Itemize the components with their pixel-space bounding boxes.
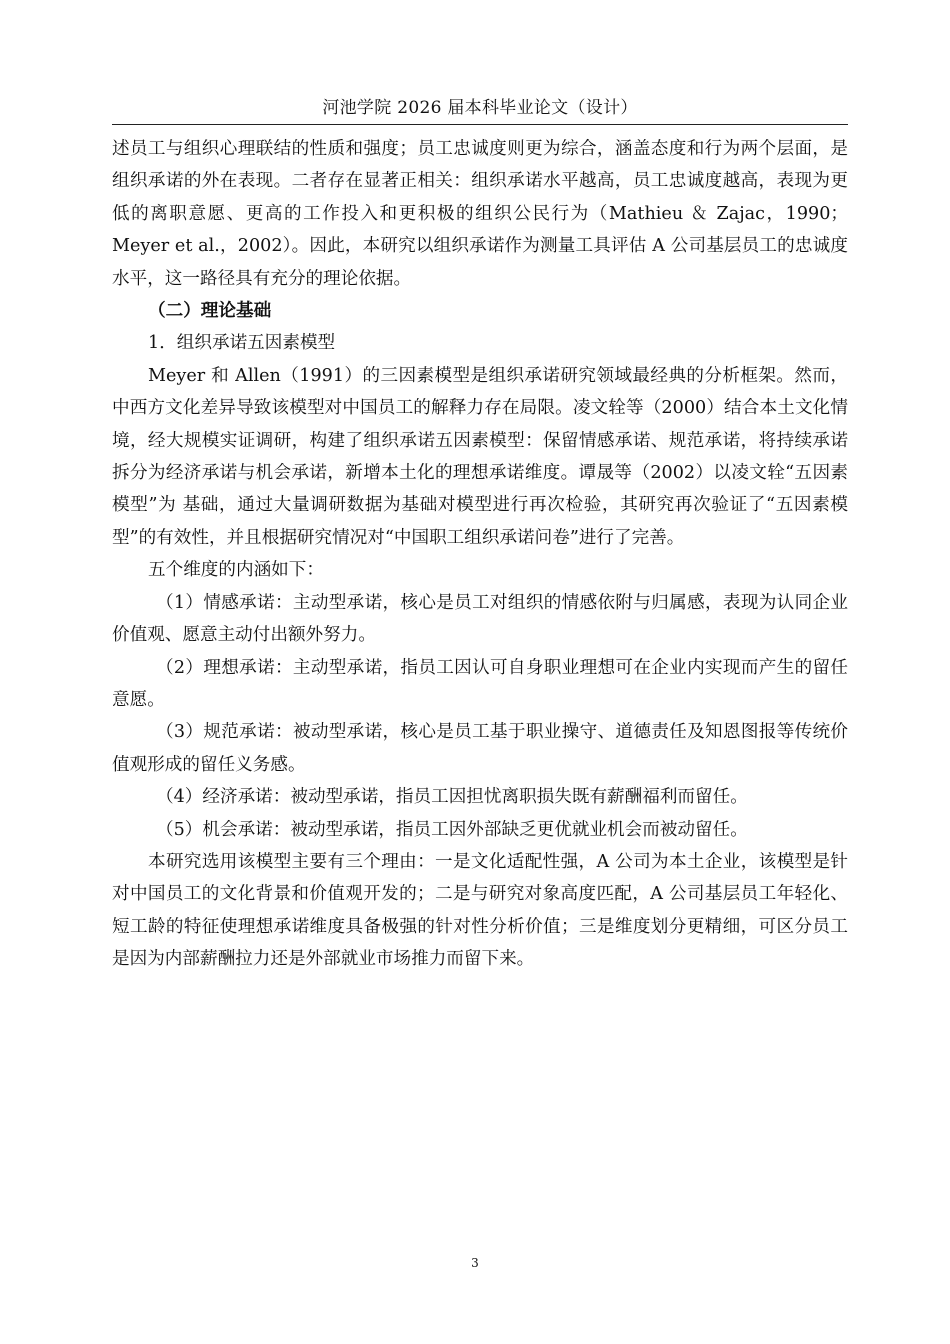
dimension-item: （3）规范承诺：被动型承诺，核心是员工基于职业操守、道德责任及知恩图报等传统价值观形成的留任义务感。 — [112, 722, 848, 775]
subsection-heading: 1．组织承诺五因素模型 — [148, 333, 336, 354]
paragraph-reasons: 本研究选用该模型主要有三个理由：一是文化适配性强，A 公司为本土企业，该模型是针对中国员工的文化背景和价值观开发的；二是与研究对象高度匹配，A 公司基层员工年轻化、短工龄的特征使理想承诺维度具备极强的针对性分析价值；三是维度划分更精细，可区分员工是因为内部薪酬拉力还是外部就业市场推力而留下来。 — [112, 851, 848, 970]
section-heading: （二）理论基础 — [148, 300, 272, 322]
paragraph-continuation: 述员工与组织心理联结的性质和强度；员工忠诚度则更为综合，涵盖态度和行为两个层面，是组织承诺的外在表现。二者存在显著正相关：组织承诺水平越高，员工忠诚度越高，表现为更低的离职意愿、更高的工作投入和更积极的组织公民行为（Mathieu ＆ Zajac，1990；Meyer et al.，2002）。因此，本研究以组织承诺作为测量工具评估 A 公司基层员工的忠诚度水平，这一路径具有充分的理论依据。 — [112, 139, 848, 289]
running-header: 河池学院 2026 届本科毕业论文（设计） — [322, 98, 638, 118]
dimension-item: （4）经济承诺：被动型承诺，指员工因担忧离职损失既有薪酬福利而留任。 — [156, 787, 748, 808]
dimension-item: （1）情感承诺：主动型承诺，核心是员工对组织的情感依附与归属感，表现为认同企业价值观、愿意主动付出额外努力。 — [112, 592, 848, 646]
dimensions-intro: 五个维度的内涵如下： — [148, 560, 324, 581]
dimension-item: （2）理想承诺：主动型承诺，指员工因认可自身职业理想可在企业内实现而产生的留任意愿。 — [112, 657, 848, 710]
page-number: 3 — [471, 1256, 479, 1270]
document-body — [112, 133, 848, 976]
dimension-item: （5）机会承诺：被动型承诺，指员工因外部缺乏更优就业机会而被动留任。 — [156, 819, 748, 840]
header-divider — [112, 124, 848, 125]
paragraph-model: Meyer 和 Allen（1991）的三因素模型是组织承诺研究领域最经典的分析框架。然而，中西方文化差异导致该模型对中国员工的解释力存在局限。凌文辁等（2000）结合本土文化情境，经大规模实证调研，构建了组织承诺五因素模型：保留情感承诺、规范承诺，将持续承诺拆分为经济承诺与机会承诺，新增本土化的理想承诺维度。谭晟等（2002）以凌文辁“五因素模型”为 基础，通过大量调研数据为基础对模型进行再次检验，其研究再次验证了“五因素模型”的有效性，并且根据研究情况对“中国职工组织承诺问卷”进行了完善。 — [112, 365, 848, 548]
